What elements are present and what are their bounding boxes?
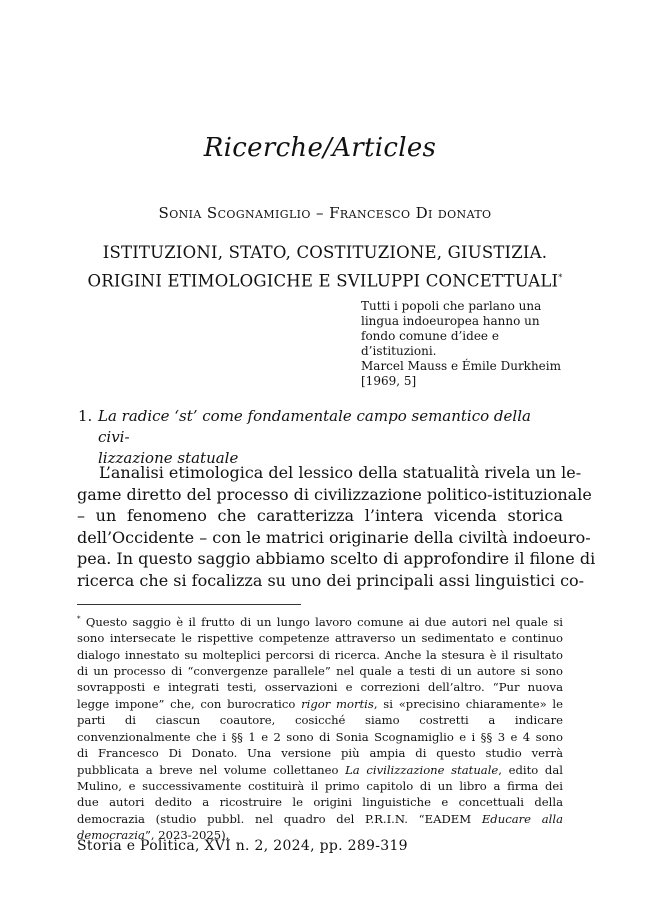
epigraph-line: d’istituzioni. [361,344,437,358]
footnote-project-title: Educare alla [481,811,563,826]
footnote-line-text: , si «precisino chiaramente» le [373,696,563,711]
footnote-line-text: democrazia (studio pubbl. nel quadro del P.R.I.N. “EADEM [77,811,482,826]
footnote-line: sovrapposti e integrati testi, osservazioni e correzioni dell’altro. “Pur nuova [77,680,563,695]
body-line: game diretto del processo di civilizzazione politico-istituzionale [77,484,592,504]
footnote-line: dialogo innestato su molteplici percorsi di ricerca. Anche la stesura è il risultato [77,647,563,662]
footnote-line: parti di ciascun coautore, cosicché siamo costretti a indicare [77,713,563,728]
section-heading [78,406,562,469]
section-heading-line-1: La radice ‘st’ come fondamentale campo semantico della civi- [98,407,531,446]
body-line: ricerca che si focalizza su uno dei principali assi linguistici co- [77,570,585,590]
body-line: L’analisi etimologica del lessico della statualità rivela un le- [99,463,582,482]
author-first-name-initial: S [158,204,170,222]
epigraph-line: Tutti i popoli che parlano una [361,299,542,313]
footnote-line [77,696,563,712]
article-title-line-1: ISTITUZIONI, STATO, COSTITUZIONE, GIUSTIZIA. [102,243,548,262]
author-second-name-rest: rancesco [339,204,416,222]
footnote-line [77,811,563,827]
footnote-line: di Francesco Di Donato. Una versione più ampia di questo studio verrà [77,746,563,761]
body-line: – un fenomeno che caratterizza l’intera vicenda storica [77,506,563,525]
epigraph-citation: [1969, 5] [361,374,417,388]
section-heading-number: 1. [78,407,93,425]
footnote-book-title: La civilizzazione statuale [345,762,499,777]
journal-citation-footer: Storia e Politica, XVI n. 2, 2024, pp. 289-319 [77,838,408,854]
body-paragraph [77,462,596,591]
epigraph [361,299,562,389]
footnote-line-text: legge impone” che, con burocratico [77,696,302,711]
footnote-project-title-cont: democrazia [77,828,145,843]
author-first-name-rest: onia [169,204,207,222]
footnote-line-text: Questo saggio è il frutto di un lungo lavoro comune ai due autori nel quale si [80,614,563,629]
article-title-line-2-text: ORIGINI ETIMOLOGICHE E SVILUPPI CONCETTUALI [87,271,559,291]
article-title [70,240,580,294]
footnote-italic-term: rigor mortis [301,696,374,711]
epigraph-attribution: Marcel Mauss e Émile Durkheim [361,359,562,373]
author-first-surname-initial: S [206,204,218,222]
article-title-line-2 [70,265,580,294]
footnote-line [77,762,563,778]
footnote-mark: * [77,615,81,623]
author-first-surname-rest: cognamiglio [217,204,311,222]
footnote-line [77,611,563,630]
footnote-line: Mulino, e successivamente costituirà il primo capitolo di un libro a firma dei [77,778,563,793]
section-heading-line-2: lizzazione statuale [98,449,239,467]
footnote-line: sono intersecate le rispettive competenze attraverso un sedimentato e continuo [77,631,563,646]
footnote-line-text: , edito dal [498,762,563,777]
body-line: dell’Occidente – con le matrici originarie della civiltà indoeuro- [77,527,591,547]
footnote-line-text: ”, 2023-2025). [144,828,230,843]
section-title: Ricerche/Articles [203,133,437,163]
authors-line [0,204,650,222]
footnote-reference-mark: * [558,273,563,282]
author-second-surname-initial: D [415,204,428,222]
author-separator: – [310,204,330,222]
footnote-divider [77,604,301,605]
footnote-line: due autori dedito a ricostruire le origini linguistiche e concettuali della [77,795,563,810]
body-line: pea. In questo saggio abbiamo scelto di approfondire il filone di [77,549,596,568]
epigraph-line: fondo comune d’idee e [361,329,499,343]
footnote-line: convenzionalmente che i §§ 1 e 2 sono di Sonia Scognamiglio e i §§ 3 e 4 sono [77,729,563,744]
footnote [77,611,563,844]
footnote-line-text: pubblicata a breve nel volume collettaneo [77,762,346,777]
author-second-name-initial: F [329,204,340,222]
epigraph-line: lingua indoeuropea hanno un [361,314,540,328]
author-second-surname-rest: i donato [428,204,492,222]
footnote-line: di un processo di “convergenze parallele” nel quale a testi di un autore si sono [77,664,563,679]
